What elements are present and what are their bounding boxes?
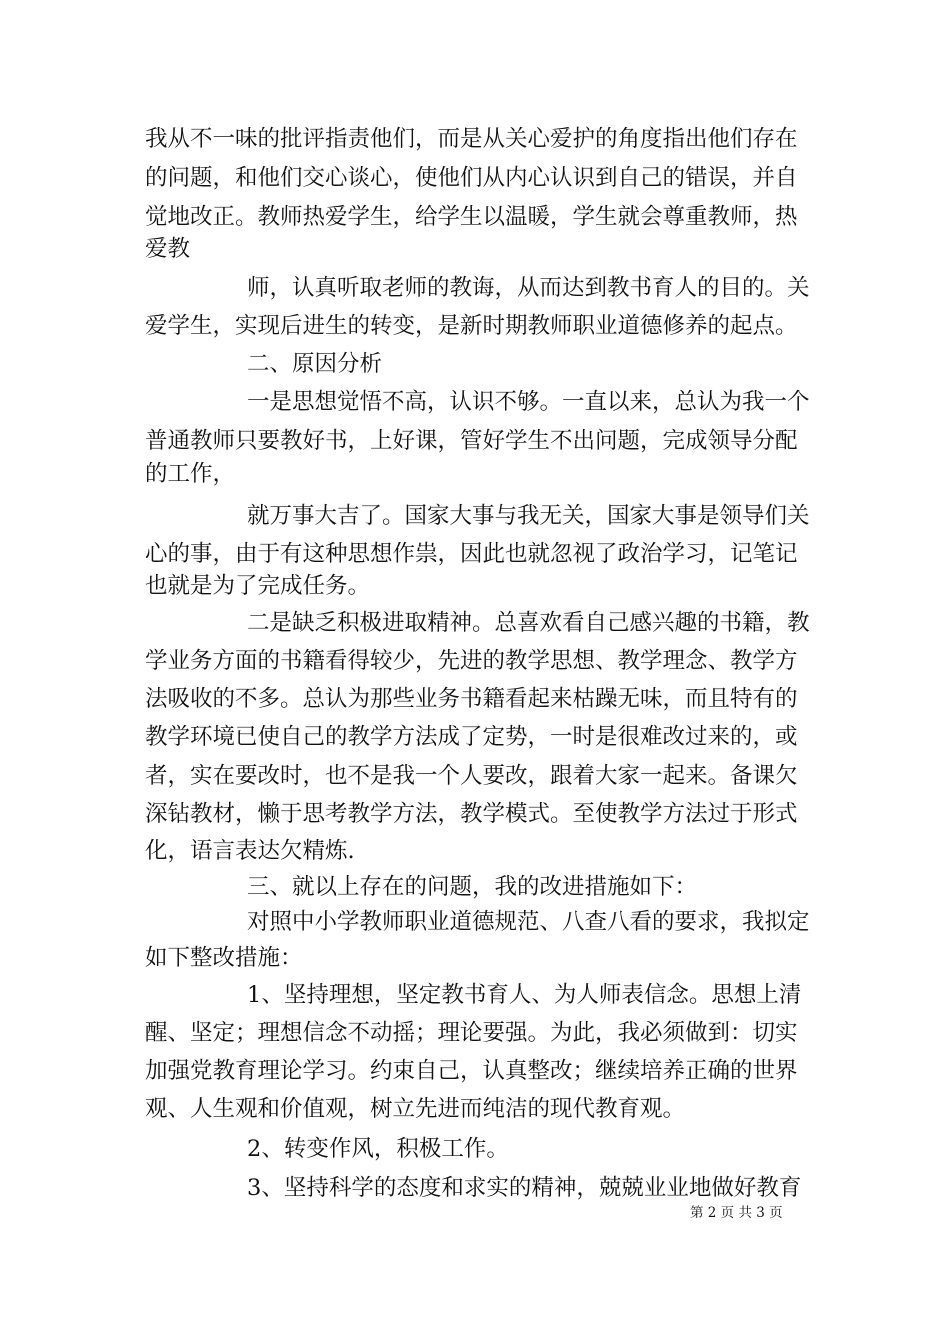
text-line: 1、坚持理想，坚定教书育人、为人师表信念。思想上清 (247, 982, 802, 1008)
text-line: 心的事，由于有这种思想作祟，因此也就忽视了政治学习，记笔记 (145, 541, 798, 567)
section-heading: 二、原因分析 (247, 351, 383, 377)
text-line: 2、转变作风，积极工作。 (247, 1136, 509, 1162)
text-line: 化，语言表达欠精炼. (145, 838, 355, 864)
text-line: 醒、坚定；理想信念不动摇；理论要强。为此，我必须做到：切实 (145, 1020, 798, 1046)
text-line: 一是思想觉悟不高，认识不够。一直以来，总认为我一个 (247, 389, 810, 415)
text-line: 法吸收的不多。总认为那些业务书籍看起来枯躁无味，而且特有的 (145, 686, 798, 712)
text-line: 我从不一味的批评指责他们，而是从关心爱护的角度指出他们存在 (145, 126, 798, 152)
section-heading: 三、就以上存在的问题，我的改进措施如下： (247, 874, 698, 900)
text-line: 的问题，和他们交心谈心，使他们从内心认识到自己的错误，并自 (145, 165, 798, 191)
text-line: 深钻教材，懒于思考教学方法，教学模式。至使教学方法过于形式 (145, 801, 798, 827)
text-line: 学业务方面的书籍看得较少，先进的教学思想、教学理念、教学方 (145, 648, 798, 674)
text-line: 普通教师只要教好书，上好课，管好学生不出问题，完成领导分配 (145, 428, 798, 454)
text-line: 二是缺乏积极进取精神。总喜欢看自己感兴趣的书籍，教 (247, 610, 810, 636)
text-line: 师，认真听取老师的教诲，从而达到教书育人的目的。关 (247, 275, 810, 301)
text-line: 加强党教育理论学习。约束自己，认真整改；继续培养正确的世界 (145, 1058, 798, 1084)
text-line: 对照中小学教师职业道德规范、八查八看的要求，我拟定 (247, 909, 810, 935)
text-line: 爱学生，实现后进生的转变，是新时期教师职业道德修养的起点。 (145, 313, 798, 339)
text-line: 的工作， (145, 461, 236, 487)
text-line: 就万事大吉了。国家大事与我无关，国家大事是领导们关 (247, 503, 810, 529)
text-line: 3、坚持科学的态度和求实的精神，兢兢业业地做好教育 (247, 1175, 802, 1201)
text-line: 教学环境已使自己的教学方法成了定势，一时是很难改过来的，或 (145, 724, 798, 750)
text-line: 觉地改正。教师热爱学生，给学生以温暖，学生就会尊重教师，热 (145, 204, 798, 230)
text-line: 也就是为了完成任务。 (145, 573, 371, 599)
text-line: 如下整改措施： (145, 945, 303, 971)
text-line: 爱教 (145, 236, 191, 262)
text-line: 观、人生观和价值观，树立先进而纯洁的现代教育观。 (145, 1096, 686, 1122)
text-line: 者，实在要改时，也不是我一个人要改，跟着大家一起来。备课欠 (145, 763, 798, 789)
page-number-footer: 第 2 页 共 3 页 (690, 1205, 783, 1221)
